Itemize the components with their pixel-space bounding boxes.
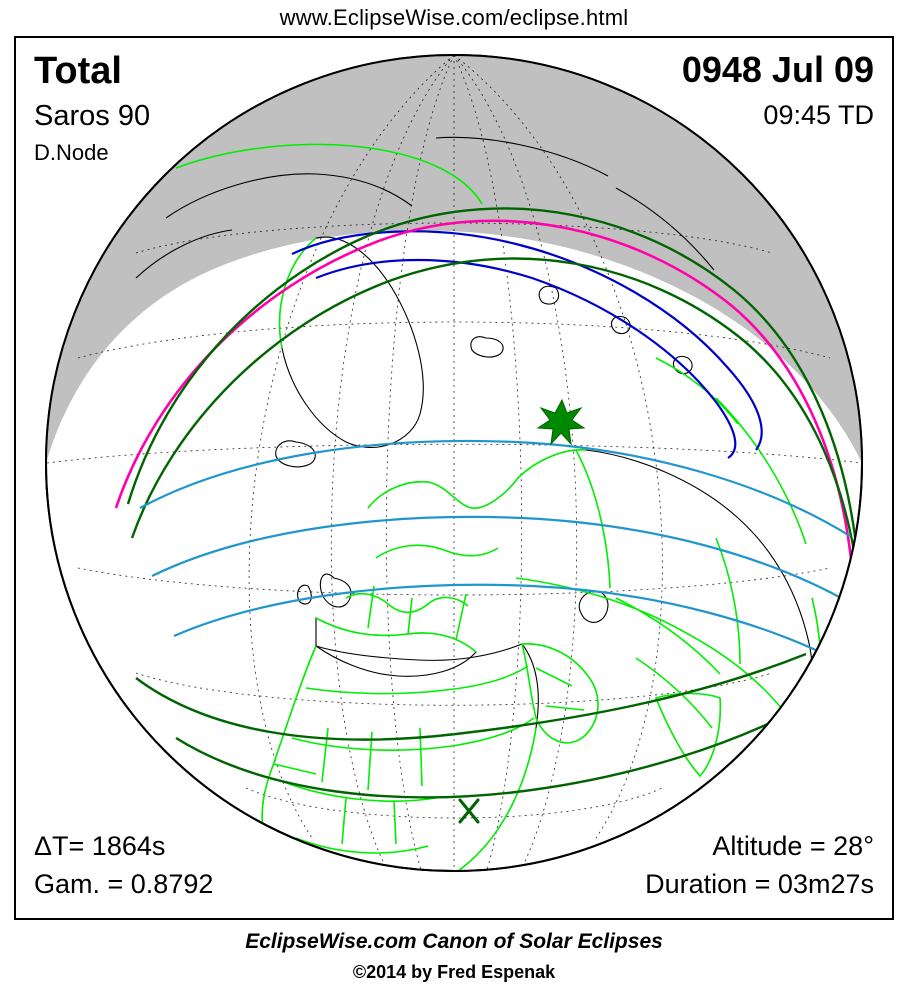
node-label: D.Node — [34, 140, 109, 165]
gamma-label: Gam. = 0.8792 — [34, 869, 214, 899]
eclipse-map-frame — [14, 36, 894, 920]
globe-map — [16, 38, 892, 918]
eclipse-type-label: Total — [34, 50, 122, 92]
eclipse-time-label: 09:45 TD — [763, 100, 874, 130]
saros-label: Saros 90 — [34, 100, 151, 132]
altitude-label: Altitude = 28° — [712, 831, 874, 861]
duration-label: Duration = 03m27s — [645, 869, 874, 899]
eclipse-date-label: 0948 Jul 09 — [681, 49, 874, 90]
delta-t-label: ΔT= 1864s — [34, 831, 166, 861]
footer-copyright: ©2014 by Fred Espenak — [352, 962, 556, 982]
footer-title: EclipseWise.com Canon of Solar Eclipses — [245, 930, 663, 953]
page-url: www.EclipseWise.com/eclipse.html — [279, 5, 629, 30]
